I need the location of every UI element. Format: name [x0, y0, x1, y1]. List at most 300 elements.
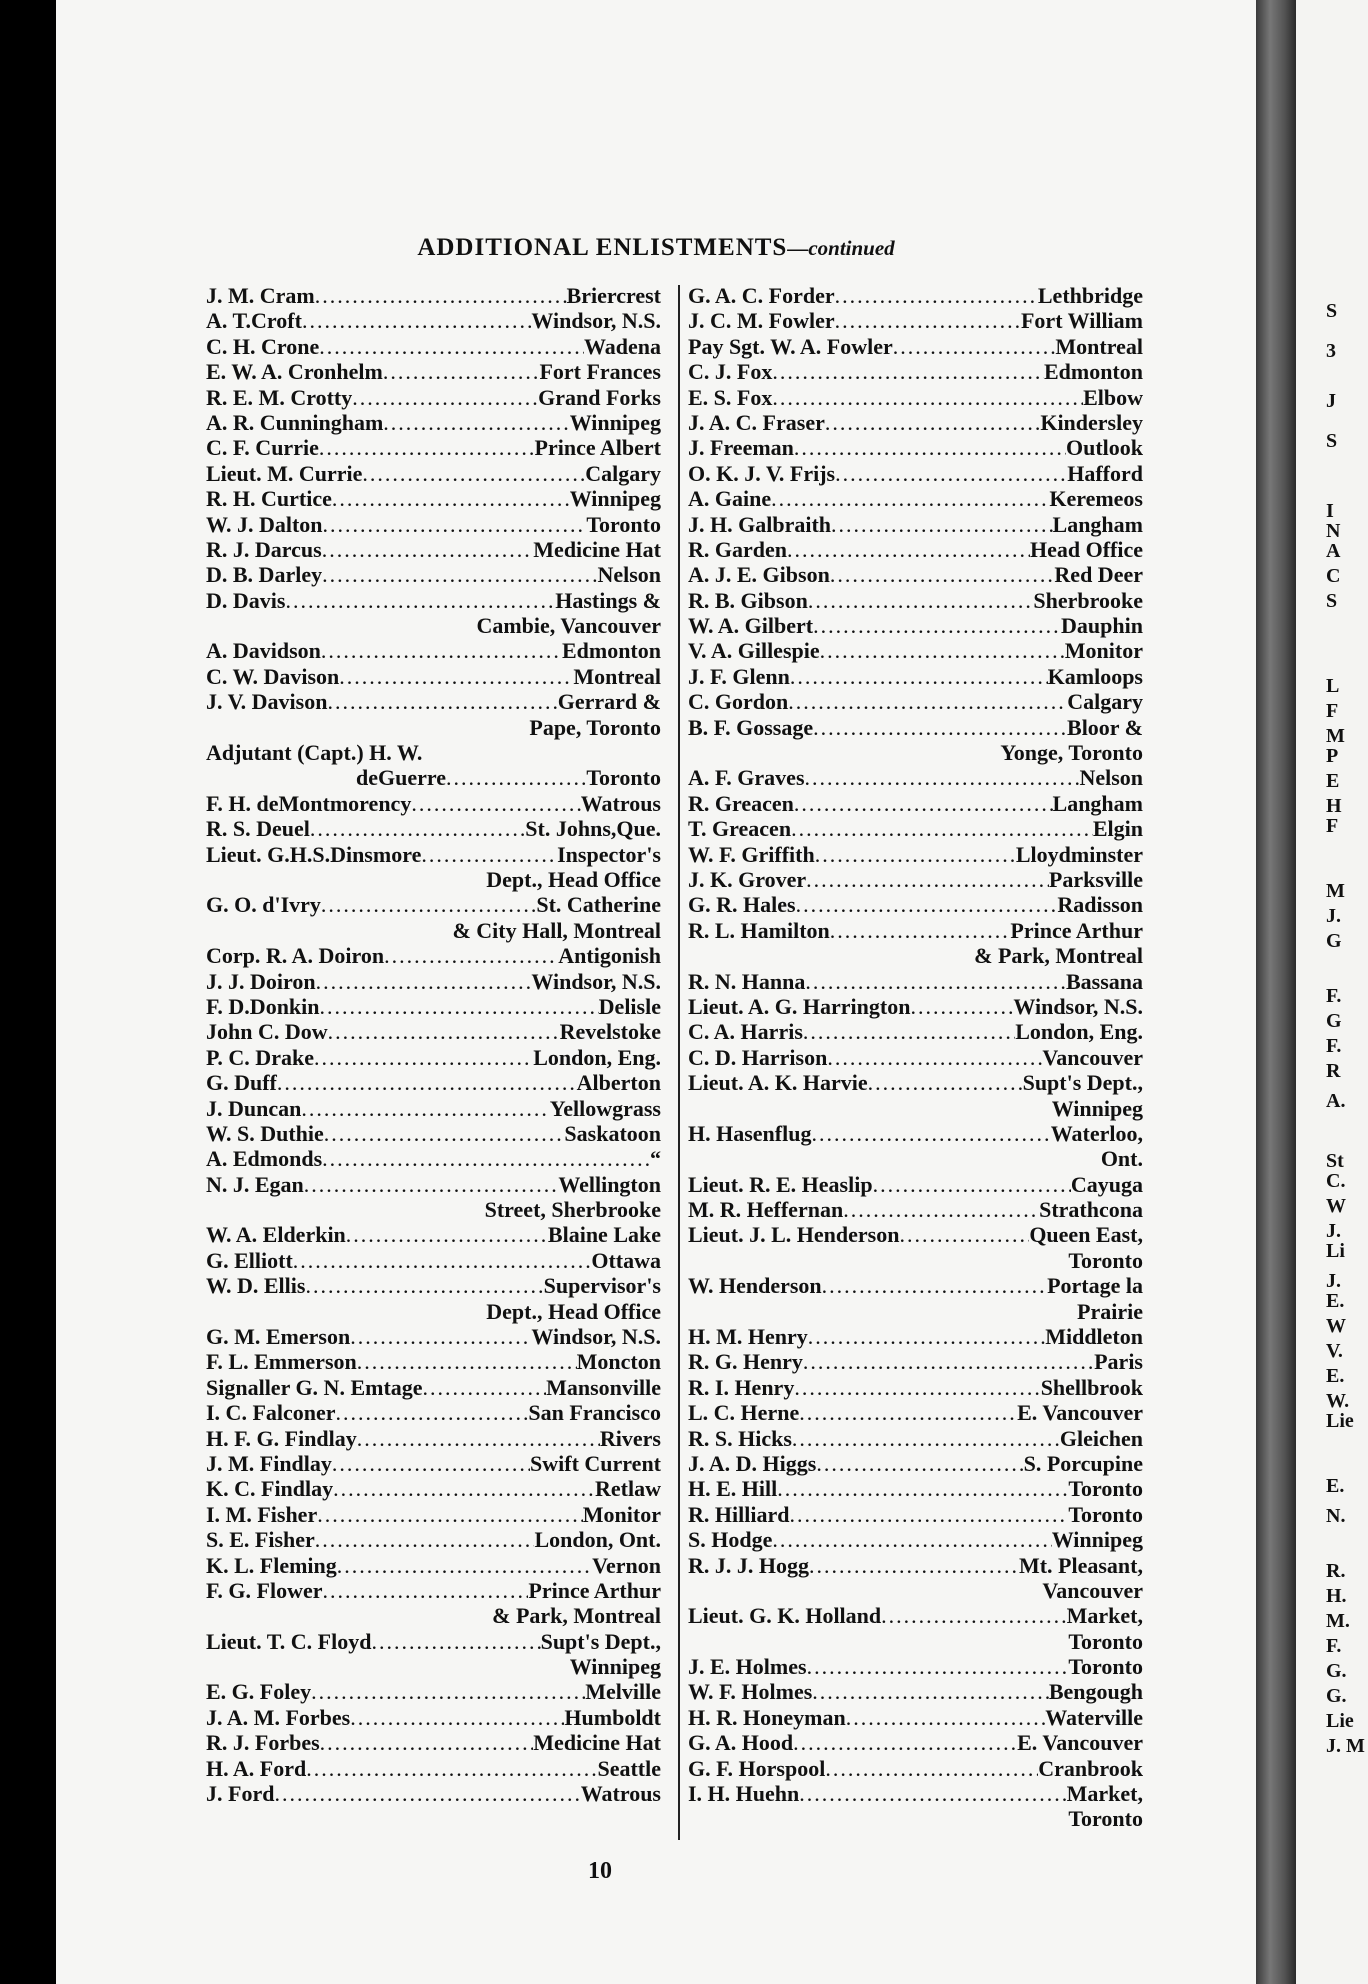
leader-dots [899, 1222, 1029, 1247]
enlistee-name: R. L. Hamilton [688, 917, 830, 943]
enlistee-name: J. F. Glenn [688, 663, 790, 689]
enlistment-row [688, 1172, 1143, 1197]
strip-fragment: P [1326, 745, 1339, 767]
strip-fragment: C. [1326, 1170, 1346, 1192]
enlistment-row [688, 1070, 1143, 1095]
enlistee-place: Wellington [558, 1171, 661, 1197]
leader-dots [830, 918, 1011, 943]
strip-fragment: J. [1326, 1220, 1341, 1242]
enlistee-name: A. J. E. Gibson [688, 562, 830, 588]
enlistee-name: R. J. J. Hogg [688, 1552, 809, 1578]
enlistee-name: G. R. Hales [688, 892, 796, 918]
enlistment-row [206, 1146, 661, 1171]
enlistee-name: J. V. Davison [206, 689, 328, 715]
enlistment-row [206, 1299, 661, 1324]
enlistee-place: Watrous [580, 790, 661, 816]
enlistment-row [688, 1400, 1143, 1425]
enlistee-place: Market, [1066, 1781, 1143, 1807]
leader-dots [315, 1527, 535, 1552]
enlistee-place: Dauphin [1061, 613, 1143, 639]
enlistment-row [688, 638, 1143, 663]
enlistment-row [206, 283, 661, 308]
enlistment-row [688, 892, 1143, 917]
enlistee-place: San Francisco [528, 1400, 661, 1426]
enlistee-name: H. M. Henry [688, 1324, 808, 1350]
enlistee-place: Toronto [1068, 1476, 1143, 1502]
enlistment-row [688, 1476, 1143, 1501]
column-divider [678, 285, 680, 1840]
leader-dots [352, 385, 538, 410]
strip-fragment: I [1326, 500, 1334, 522]
enlistee-place: Parksville [1048, 866, 1143, 892]
enlistment-row [206, 1045, 661, 1070]
leader-dots [811, 1121, 1050, 1146]
title-suffix: —continued [787, 236, 895, 260]
enlistment-row [206, 715, 661, 740]
enlistment-row [688, 461, 1143, 486]
enlistee-name: Lieut. R. E. Heaslip [688, 1171, 873, 1197]
enlistment-row [688, 1730, 1143, 1755]
enlistee-name: R. Greacen [688, 790, 794, 816]
strip-fragment: F. [1326, 1635, 1342, 1657]
strip-fragment: J. M [1326, 1735, 1365, 1757]
enlistee-place: Medicine Hat [533, 1730, 661, 1756]
enlistment-row [688, 385, 1143, 410]
leader-dots [827, 1045, 1042, 1070]
strip-fragment: E. [1326, 1475, 1345, 1497]
enlistee-name: E. W. A. Cronhelm [206, 359, 383, 385]
enlistment-row [688, 1426, 1143, 1451]
enlistee-place: Melville [585, 1679, 661, 1705]
enlistee-name: W. S. Duthie [206, 1120, 324, 1146]
enlistment-row [688, 1121, 1143, 1146]
leader-dots [306, 1756, 597, 1781]
leader-dots [772, 359, 1044, 384]
enlistment-row [206, 943, 661, 968]
enlistment-row [206, 385, 661, 410]
enlistee-place: Calgary [1067, 689, 1143, 715]
enlistee-name: J. C. M. Fowler [688, 308, 835, 334]
enlistee-place: Prince Albert [534, 435, 661, 461]
enlistment-row [206, 461, 661, 486]
leader-dots [322, 1146, 650, 1171]
enlistment-row [206, 918, 661, 943]
enlistee-place: Lloydminster [1015, 841, 1143, 867]
enlistee-place: & City Hall, Montreal [452, 917, 661, 943]
enlistment-row [688, 1197, 1143, 1222]
strip-fragment: E. [1326, 1365, 1345, 1387]
enlistee-name: Lieut. A. K. Harvie [688, 1070, 868, 1096]
enlistee-name: J. Freeman [688, 435, 794, 461]
leader-dots [314, 1045, 533, 1070]
enlistee-place: Saskatoon [564, 1120, 661, 1146]
enlistment-row [206, 1705, 661, 1730]
leader-dots [321, 892, 536, 917]
enlistment-row [206, 334, 661, 359]
enlistee-name: A. Edmonds [206, 1146, 323, 1172]
enlistment-row [206, 1070, 661, 1095]
enlistment-row [206, 664, 661, 689]
enlistment-row [688, 1679, 1143, 1704]
enlistee-place: Portage la [1047, 1273, 1143, 1299]
enlistment-row [688, 486, 1143, 511]
leader-dots [843, 1197, 1039, 1222]
strip-fragment: A [1326, 540, 1341, 562]
leader-dots [322, 537, 534, 562]
leader-dots [324, 1121, 565, 1146]
leader-dots [328, 1019, 560, 1044]
leader-dots [825, 1756, 1038, 1781]
enlistee-name: Signaller G. N. Emtage [206, 1374, 423, 1400]
enlistee-place: & Park, Montreal [492, 1603, 661, 1629]
enlistment-row [688, 613, 1143, 638]
leader-dots [357, 1349, 577, 1374]
enlistee-place: Middleton [1045, 1324, 1143, 1350]
enlistee-name: Pay Sgt. W. A. Fowler [688, 333, 893, 359]
enlistee-place: Vancouver [1042, 1577, 1143, 1603]
enlistee-name: R. E. M. Crotty [206, 384, 353, 410]
enlistment-row [206, 791, 661, 816]
enlistee-place: Alberton [576, 1070, 661, 1096]
strip-fragment: V. [1326, 1340, 1343, 1362]
enlistee-name: B. F. Gossage [688, 714, 814, 740]
strip-fragment: Lie [1326, 1410, 1354, 1432]
enlistment-row [688, 1273, 1143, 1298]
enlistee-place: Queen East, [1029, 1222, 1143, 1248]
leader-dots [320, 994, 599, 1019]
leader-dots [805, 969, 1066, 994]
enlistment-row [688, 1324, 1143, 1349]
enlistee-name: Lieut. A. G. Harrington [688, 993, 911, 1019]
enlistee-place: Ont. [1100, 1146, 1143, 1172]
enlistee-name: G. O. d'Ivry [206, 892, 321, 918]
enlistee-name: W. F. Holmes [688, 1679, 813, 1705]
enlistment-row [206, 1603, 661, 1628]
enlistment-row [206, 842, 661, 867]
leader-dots [815, 842, 1016, 867]
enlistee-place: Gerrard & [557, 689, 661, 715]
enlistee-place: Calgary [585, 460, 661, 486]
enlistee-place: Langham [1052, 790, 1143, 816]
enlistee-place: London, Eng. [1015, 1019, 1143, 1045]
strip-fragment: W. [1326, 1390, 1350, 1412]
enlistee-place: Fort William [1020, 308, 1143, 334]
enlistee-place: E. Vancouver [1017, 1400, 1143, 1426]
enlistee-name: I. H. Huehn [688, 1781, 800, 1807]
leader-dots [789, 1502, 1068, 1527]
enlistee-name: A. R. Cunningham [206, 409, 384, 435]
enlistment-row [206, 1654, 661, 1679]
next-page-strip [1316, 0, 1368, 1984]
enlistee-place: Paris [1094, 1349, 1143, 1375]
enlistee-name: O. K. J. V. Frijs [688, 460, 836, 486]
leader-dots [791, 816, 1093, 841]
enlistee-place: Windsor, N.S. [531, 968, 661, 994]
enlistment-row [206, 1172, 661, 1197]
enlistment-row [206, 1426, 661, 1451]
enlistee-name: J. Duncan [206, 1095, 302, 1121]
enlistment-row [206, 1324, 661, 1349]
enlistment-row [688, 1096, 1143, 1121]
leader-dots [873, 1172, 1071, 1197]
strip-fragment: W [1326, 1195, 1346, 1217]
strip-fragment: Lie [1326, 1710, 1354, 1732]
enlistment-row [206, 1578, 661, 1603]
enlistee-name: J. Ford [206, 1781, 275, 1807]
enlistment-row [206, 638, 661, 663]
leader-dots [812, 1679, 1049, 1704]
enlistee-place: St. Catherine [536, 892, 661, 918]
leader-dots [302, 308, 531, 333]
enlistee-place: Toronto [1068, 1628, 1143, 1654]
enlistee-name: F. D.Donkin [206, 993, 320, 1019]
leader-dots [808, 588, 1034, 613]
leader-dots [293, 1248, 592, 1273]
leader-dots [820, 638, 1065, 663]
page-title [56, 234, 1256, 262]
enlistment-row [688, 1553, 1143, 1578]
strip-fragment: A. [1326, 1090, 1346, 1112]
enlistee-name: S. Hodge [688, 1527, 773, 1553]
enlistment-row [206, 1756, 661, 1781]
enlistee-name: J. K. Grover [688, 866, 807, 892]
enlistee-name: Lieut. J. L. Henderson [688, 1222, 900, 1248]
leader-dots [808, 1324, 1045, 1349]
enlistment-row [206, 867, 661, 892]
enlistment-row [688, 1222, 1143, 1247]
enlistment-row [688, 918, 1143, 943]
enlistment-row [688, 791, 1143, 816]
strip-fragment: N. [1326, 1505, 1346, 1527]
leader-dots [881, 1603, 1066, 1628]
leader-dots [796, 892, 1058, 917]
leader-dots [830, 562, 1055, 587]
enlistment-row [206, 1451, 661, 1476]
leader-dots [777, 1476, 1068, 1501]
right-column [688, 283, 1143, 1832]
strip-fragment: G. [1326, 1685, 1347, 1707]
leader-dots [339, 664, 573, 689]
enlistment-row [688, 512, 1143, 537]
leader-dots [357, 1426, 600, 1451]
strip-fragment: S [1326, 590, 1338, 612]
leader-dots [319, 334, 584, 359]
enlistee-place: Pape, Toronto [529, 714, 661, 740]
enlistment-row [206, 1553, 661, 1578]
enlistee-name: F. H. deMontmorency [206, 790, 412, 816]
enlistee-place: Swift Current [530, 1450, 661, 1476]
leader-dots [315, 283, 567, 308]
enlistee-place: Head Office [1029, 536, 1143, 562]
enlistment-row [688, 1146, 1143, 1171]
enlistee-place: Prairie [1077, 1298, 1143, 1324]
enlistee-place: Mansonville [546, 1374, 661, 1400]
enlistee-place: Ottawa [591, 1247, 661, 1273]
enlistee-name: G. A. C. Forder [688, 283, 835, 308]
enlistee-place: Elgin [1092, 816, 1143, 842]
enlistee-place: Retlaw [595, 1476, 661, 1502]
enlistee-place: Mt. Pleasant, [1018, 1552, 1143, 1578]
enlistee-place: Lethbridge [1037, 283, 1143, 308]
leader-dots [803, 1019, 1015, 1044]
strip-fragment: St [1326, 1150, 1344, 1172]
enlistment-row [688, 1705, 1143, 1730]
enlistee-place: Hastings & [555, 587, 661, 613]
enlistee-name: I. C. Falconer [206, 1400, 336, 1426]
enlistee-place: Toronto [1068, 1501, 1143, 1527]
enlistee-place: Waterloo, [1050, 1120, 1143, 1146]
enlistment-row [688, 994, 1143, 1019]
leader-dots [423, 1375, 547, 1400]
enlistment-row [206, 1781, 661, 1806]
leader-dots [336, 1400, 529, 1425]
enlistee-place: S. Porcupine [1023, 1450, 1143, 1476]
leader-dots [350, 1324, 531, 1349]
enlistee-place: Monitor [1064, 638, 1143, 664]
enlistment-row [688, 1299, 1143, 1324]
enlistee-place: Market, [1066, 1603, 1143, 1629]
enlistment-row [206, 1400, 661, 1425]
enlistee-place: Vernon [592, 1552, 661, 1578]
enlistment-row [206, 1197, 661, 1222]
enlistment-row [206, 1730, 661, 1755]
enlistment-row [688, 1045, 1143, 1070]
leader-dots [771, 486, 1049, 511]
leader-dots [807, 1654, 1069, 1679]
enlistment-row [206, 486, 661, 511]
leader-dots [317, 1502, 583, 1527]
enlistee-place: Toronto [586, 511, 661, 537]
title-main: ADDITIONAL ENLISTMENTS [417, 234, 788, 261]
strip-fragment: F. [1326, 1035, 1342, 1057]
leader-dots [362, 461, 585, 486]
enlistee-place: Inspector's [557, 841, 661, 867]
enlistee-name: R. S. Deuel [206, 816, 310, 842]
enlistee-place: “ [650, 1146, 661, 1172]
enlistment-row [206, 1679, 661, 1704]
enlistment-row [688, 1654, 1143, 1679]
enlistee-name: J. J. Doiron [206, 968, 316, 994]
leader-dots [346, 1222, 548, 1247]
strip-fragment: 3 [1326, 340, 1336, 362]
leader-dots [319, 435, 535, 460]
leader-dots [893, 334, 1056, 359]
enlistment-row [688, 359, 1143, 384]
enlistee-name: C. Gordon [688, 689, 789, 715]
enlistee-name: Corp. R. A. Doiron [206, 943, 385, 969]
leader-dots [792, 1426, 1060, 1451]
enlistment-row [206, 765, 661, 790]
enlistee-name: G. Duff [206, 1070, 277, 1096]
enlistment-row [206, 969, 661, 994]
enlistee-place: Kamloops [1047, 663, 1143, 689]
enlistee-place: Montreal [573, 663, 661, 689]
enlistment-row [688, 1603, 1143, 1628]
enlistee-place: Outlook [1065, 435, 1143, 461]
enlistee-name: Lieut. G.H.S.Dinsmore [206, 841, 422, 867]
enlistment-row [206, 1502, 661, 1527]
enlistee-name: H. Hasenflug [688, 1120, 812, 1146]
enlistment-row [688, 283, 1143, 308]
leader-dots [320, 1730, 534, 1755]
enlistee-place: Cayuga [1070, 1171, 1143, 1197]
leader-dots [332, 486, 570, 511]
enlistee-place: Langham [1052, 511, 1143, 537]
enlistee-place: St. Johns,Que. [525, 816, 661, 842]
enlistee-name: H. A. Ford [206, 1755, 307, 1781]
enlistee-name: Lieut. G. K. Holland [688, 1603, 882, 1629]
enlistment-row [688, 689, 1143, 714]
enlistee-name: G. M. Emerson [206, 1324, 351, 1350]
enlistment-row [206, 512, 661, 537]
leader-dots [790, 664, 1048, 689]
enlistment-row [688, 1781, 1143, 1806]
strip-fragment: M [1326, 880, 1345, 902]
enlistee-place: Antigonish [558, 943, 661, 969]
leader-dots [805, 765, 1080, 790]
enlistment-row [688, 1527, 1143, 1552]
enlistment-row [206, 1375, 661, 1400]
enlistment-row [688, 765, 1143, 790]
leader-dots [332, 1451, 530, 1476]
enlistment-row [688, 1248, 1143, 1273]
enlistee-place: Winnipeg [569, 1654, 661, 1680]
enlistee-place: Vancouver [1042, 1044, 1143, 1070]
enlistee-place: Edmonton [1043, 359, 1143, 385]
leader-dots [787, 537, 1030, 562]
enlistee-place: Supt's Dept., [540, 1628, 661, 1654]
enlistment-row [206, 435, 661, 460]
enlistee-name: H. R. Honeyman [688, 1704, 846, 1730]
enlistee-name: W. A. Gilbert [688, 613, 814, 639]
enlistment-row [688, 435, 1143, 460]
strip-fragment: H. [1326, 1585, 1347, 1607]
strip-fragment: M [1326, 725, 1345, 747]
enlistment-row [206, 1248, 661, 1273]
leader-dots [316, 969, 532, 994]
leader-dots [799, 1400, 1017, 1425]
enlistment-row [688, 715, 1143, 740]
enlistee-name: H. F. G. Findlay [206, 1425, 357, 1451]
leader-dots [321, 638, 562, 663]
enlistee-place: Watrous [580, 1781, 661, 1807]
enlistment-row [688, 334, 1143, 359]
leader-dots [333, 1476, 595, 1501]
enlistee-place: Nelson [597, 562, 661, 588]
enlistee-place: Winnipeg [569, 409, 661, 435]
enlistee-name: A. Gaine [688, 486, 772, 512]
strip-fragment: M. [1326, 1610, 1350, 1632]
enlistment-row [206, 537, 661, 562]
enlistment-row [206, 359, 661, 384]
enlistee-place: Kindersley [1040, 409, 1143, 435]
enlistee-name: P. C. Drake [206, 1044, 314, 1070]
enlistment-row [688, 816, 1143, 841]
leader-dots [835, 283, 1038, 308]
enlistee-name: Lieut. M. Currie [206, 460, 363, 486]
enlistment-row [206, 1222, 661, 1247]
leader-dots [772, 1527, 1051, 1552]
enlistee-name: R. B. Gibson [688, 587, 808, 613]
enlistment-row [206, 1527, 661, 1552]
enlistee-place: Windsor, N.S. [531, 1324, 661, 1350]
leader-dots [310, 816, 525, 841]
enlistment-row [688, 1349, 1143, 1374]
strip-fragment: G. [1326, 1660, 1347, 1682]
enlistee-place: Windsor, N.S. [531, 308, 661, 334]
enlistment-row [206, 1273, 661, 1298]
enlistee-place: Moncton [576, 1349, 661, 1375]
